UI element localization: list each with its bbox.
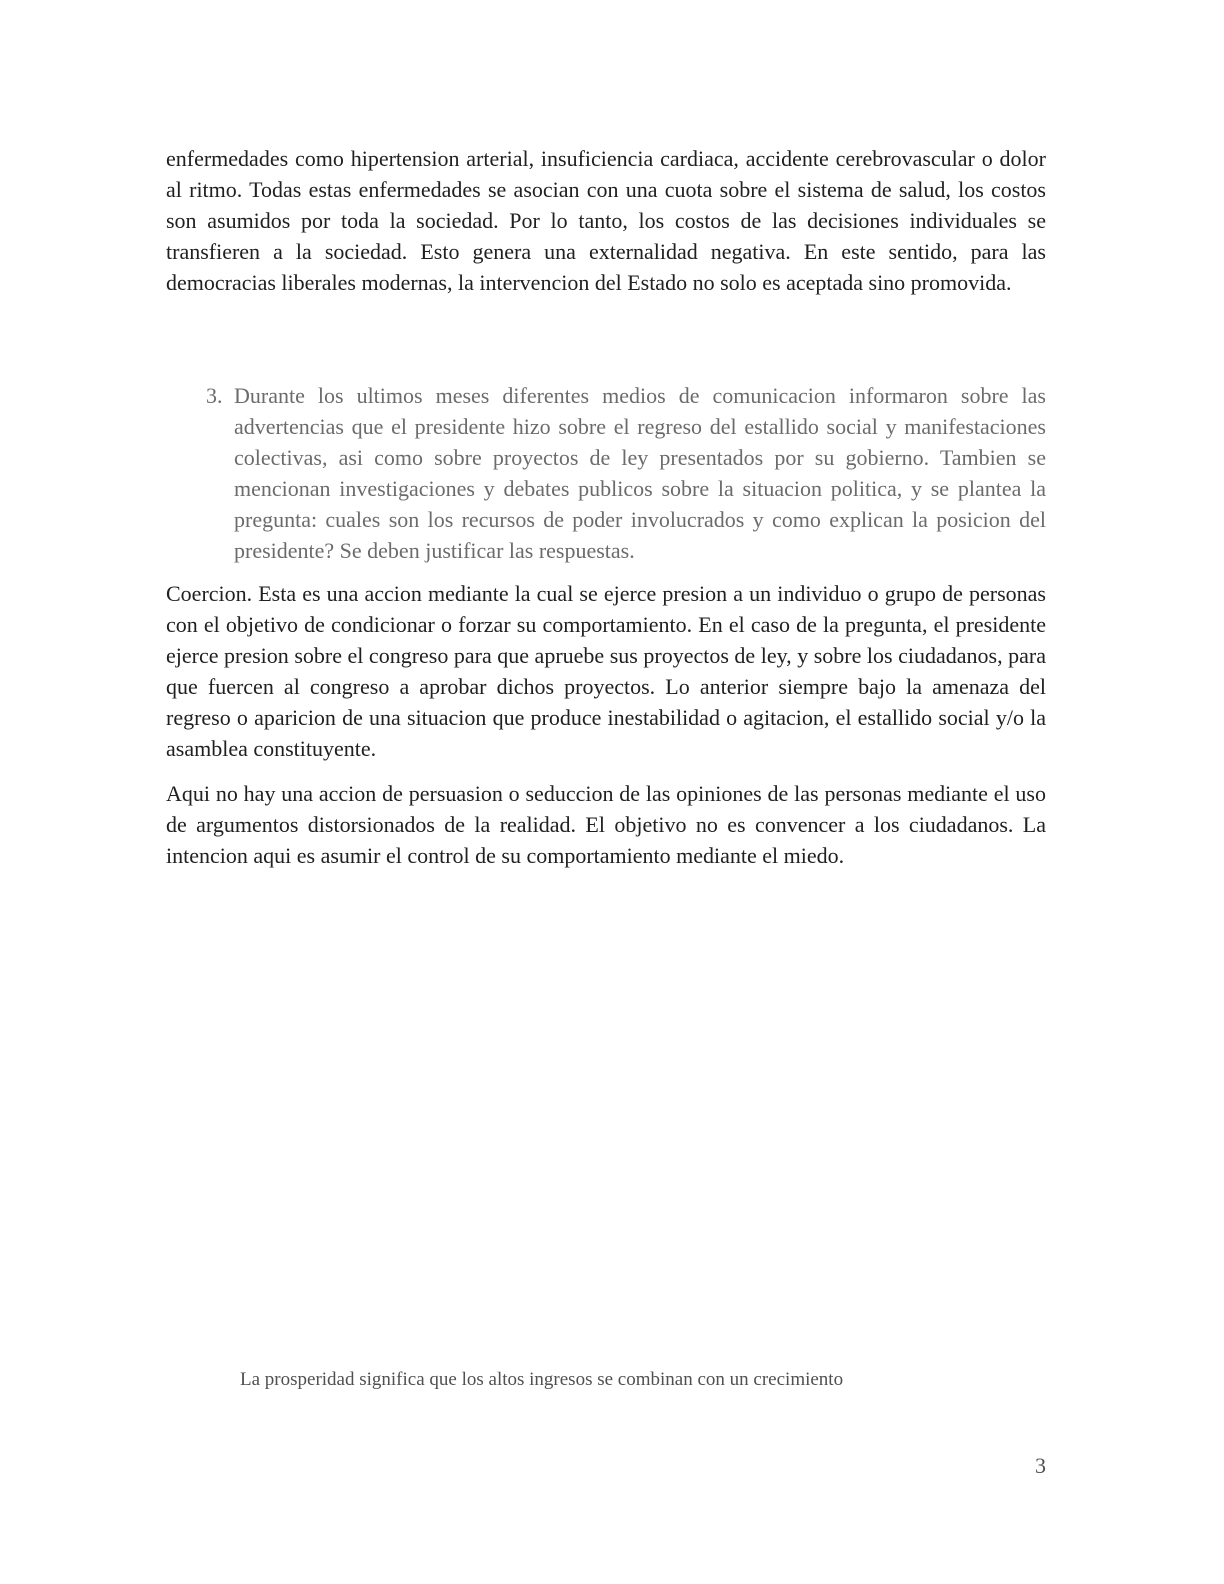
section-gap [166, 298, 1046, 380]
footnote: La prosperidad significa que los altos ingresos se combinan con un crecimiento [240, 1369, 844, 1390]
question-answer-gap [166, 566, 1046, 578]
question-number: 3. [206, 383, 223, 408]
numbered-question [206, 380, 1046, 566]
document-content [166, 143, 1046, 871]
answer-paragraph: Coercion. Esta es una accion mediante la cual se ejerce presion a un individuo o grupo de personas con el objetivo de condicionar o forzar su comportamiento. En el caso de la pregunta, el presidente ejerce presion sobre el congreso para que apruebe sus proyectos de ley, y sobre los ciudadanos, para que fuercen al congreso a aprobar dichos proyectos. Lo anterior siempre bajo la amenaza del regreso o aparicion de una situacion que produce inestabilidad o agitacion, el estallido social y/o la asamblea constituyente. [166, 581, 1046, 761]
paragraph-intro: enfermedades como hipertension arterial, insuficiencia cardiaca, accidente cerebrovascular o dolor al ritmo. Todas estas enfermedades se asocian con una cuota sobre el sistema de salud, los costos son asumidos por toda la sociedad. Por lo tanto, los costos de las decisiones individuales se transfieren a la sociedad. Esto genera una externalidad negativa. En este sentido, para las democracias liberales modernas, la intervencion del Estado no solo es aceptada sino promovida. [166, 146, 1046, 295]
page-number: 3 [1035, 1453, 1046, 1478]
paragraph-gap [166, 764, 1046, 778]
closing-paragraph: Aqui no hay una accion de persuasion o seduccion de las opiniones de las personas mediante el uso de argumentos distorsionados de la realidad. El objetivo no es convencer a los ciudadanos. La intencion aqui es asumir el control de su comportamiento mediante el miedo. [166, 781, 1046, 868]
question-text: Durante los ultimos meses diferentes medios de comunicacion informaron sobre las advertencias que el presidente hizo sobre el regreso del estallido social y manifestaciones colectivas, asi como sobre proyectos de ley presentados por su gobierno. Tambien se mencionan investigaciones y debates publicos sobre la situacion politica, y se plantea la pregunta: cuales son los recursos de poder involucrados y como explican la posicion del presidente? Se deben justificar las respuestas. [234, 383, 1046, 563]
